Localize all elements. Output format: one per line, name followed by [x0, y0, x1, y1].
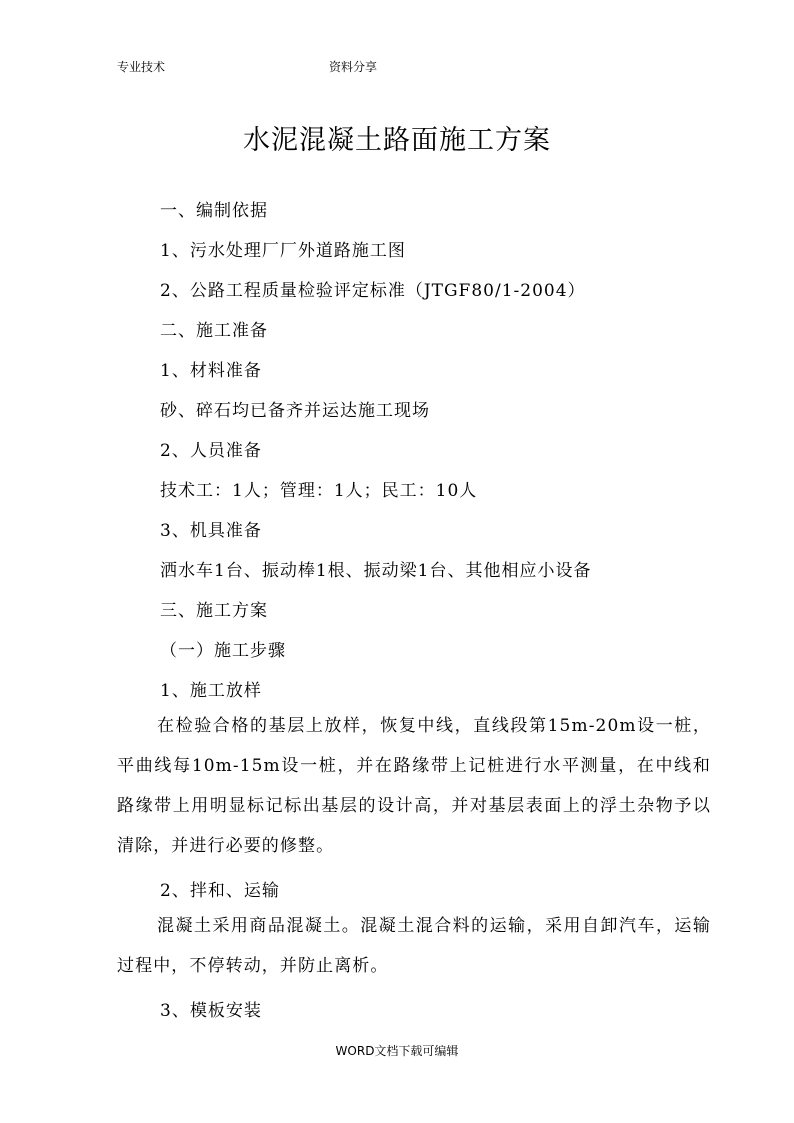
page-header-right: 资料分享: [329, 60, 378, 74]
section-heading: 三、施工方案: [160, 601, 268, 621]
list-item: 1、污水处理厂厂外道路施工图: [160, 241, 406, 261]
subsection-heading: （一）施工步骤: [160, 641, 286, 661]
list-item: 技术工：1人；管理：1人；民工：10人: [160, 481, 478, 501]
list-item: 洒水车1台、振动棒1根、振动梁1台、其他相应小设备: [160, 561, 592, 581]
list-item: 2、人员准备: [160, 441, 262, 461]
paragraph-transport: 混凝土采用商品混凝土。混凝土混合料的运输，采用自卸汽车，运输过程中，不停转动，并防止离析。: [117, 916, 711, 976]
list-item: 1、材料准备: [160, 361, 262, 381]
list-item: 1、施工放样: [160, 681, 262, 701]
list-item: 3、模板安装: [160, 1001, 262, 1021]
section-heading: 二、施工准备: [160, 321, 268, 341]
page-header-left: 专业技术: [117, 60, 166, 74]
list-item: 2、公路工程质量检验评定标准（JTGF80/1-2004）: [160, 281, 586, 301]
list-item: 砂、碎石均已备齐并运达施工现场: [160, 401, 430, 421]
list-item: 2、拌和、运输: [160, 881, 280, 901]
paragraph-layout: 在检验合格的基层上放样，恢复中线，直线段第15m-20m设一桩，平曲线每10m-15m设一桩，并在路缘带上记桩进行水平测量，在中线和路缘带上用明显标记标出基层的设计高，并对基层表面上的浮土杂物予以清除，并进行必要的修整。: [117, 716, 711, 856]
page-footer: WORD文档下载可编辑: [335, 1044, 459, 1058]
section-heading: 一、编制依据: [160, 201, 268, 221]
list-item: 3、机具准备: [160, 521, 262, 541]
document-title: 水泥混凝土路面施工方案: [243, 125, 551, 156]
